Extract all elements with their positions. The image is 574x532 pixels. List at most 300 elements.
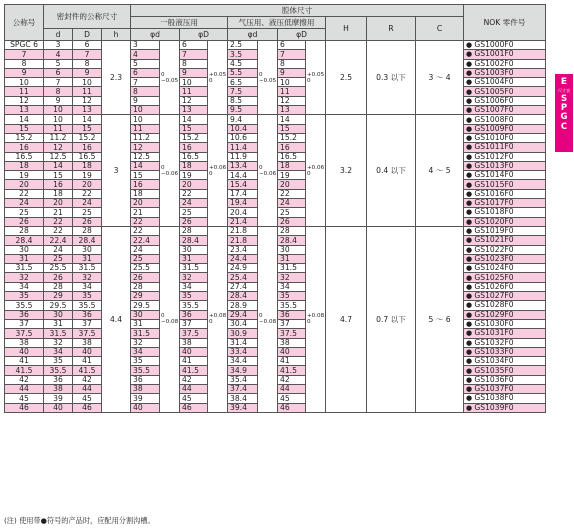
groove-general-d-cell: 11.2 <box>131 133 160 142</box>
groove-C-cell: 5 ～ 6 <box>416 226 464 412</box>
nok-part-cell <box>464 310 546 319</box>
table-row <box>5 41 546 50</box>
seal-h-cell: 3 <box>102 115 131 227</box>
col-R: R <box>367 17 416 41</box>
seal-D-cell: 37 <box>73 319 102 328</box>
groove-pneumatic-D-cell: 28.4 <box>278 236 306 245</box>
bullet-icon: ● <box>466 189 475 198</box>
seal-D-cell: 37.5 <box>73 329 102 338</box>
groove-pneumatic-D-cell: 20 <box>278 180 306 189</box>
seal-d-cell: 31 <box>44 319 73 328</box>
nok-part-cell <box>464 236 546 245</box>
groove-general-d-cell: 11 <box>131 124 160 133</box>
seal-d-cell: 20 <box>44 199 73 208</box>
col-part-no: 公称号 <box>5 5 44 41</box>
groove-pneumatic-D-cell: 31 <box>278 254 306 263</box>
bullet-icon: ● <box>466 320 475 329</box>
groove-pneumatic-D-cell: 8 <box>278 59 306 68</box>
col-d: d <box>44 29 73 41</box>
nok-part-number: GS1006F0 <box>474 96 514 105</box>
groove-general-D-cell: 37 <box>180 319 208 328</box>
bullet-icon: ● <box>466 301 475 310</box>
part-no-cell: 25 <box>5 208 44 217</box>
groove-pneumatic-D-cell: 36 <box>278 310 306 319</box>
part-no-cell: 46 <box>5 403 44 412</box>
groove-pneumatic-D-cell: 6 <box>278 41 306 50</box>
bullet-icon: ● <box>466 217 475 226</box>
groove-general-d-cell: 30 <box>131 310 160 319</box>
groove-general-D-cell: 16 <box>180 143 208 152</box>
groove-general-D-cell: 20 <box>180 180 208 189</box>
bullet-icon: ● <box>466 96 475 105</box>
bullet-icon: ● <box>466 134 475 143</box>
part-no-cell: 19 <box>5 171 44 180</box>
nok-part-cell <box>464 264 546 273</box>
seal-D-cell: 12 <box>73 96 102 105</box>
seal-D-cell: 7 <box>73 50 102 59</box>
seal-d-cell: 5 <box>44 59 73 68</box>
part-no-cell: 35.5 <box>5 301 44 310</box>
part-no-cell: 42 <box>5 375 44 384</box>
seal-D-cell: 26 <box>73 217 102 226</box>
seal-d-cell: 34 <box>44 347 73 356</box>
bullet-icon: ● <box>466 69 475 78</box>
part-no-cell: 15.2 <box>5 133 44 142</box>
nok-part-cell <box>464 161 546 170</box>
seal-D-cell: 31.5 <box>73 264 102 273</box>
nok-part-cell <box>464 366 546 375</box>
groove-pneumatic-D-cell: 44 <box>278 384 306 393</box>
groove-pneumatic-d-cell: 7.5 <box>228 87 258 96</box>
part-no-cell: 37.5 <box>5 329 44 338</box>
groove-pneumatic-d-cell: 3.5 <box>228 50 258 59</box>
nok-part-cell <box>464 226 546 235</box>
groove-general-d-cell: 32 <box>131 338 160 347</box>
groove-pneumatic-D-cell: 13 <box>278 106 306 115</box>
seal-d-cell: 35.5 <box>44 366 73 375</box>
seal-D-cell: 31 <box>73 254 102 263</box>
seal-d-cell: 11.2 <box>44 133 73 142</box>
seal-D-cell: 10 <box>73 78 102 87</box>
side-tab-code: S P G C <box>560 94 568 132</box>
groove-general-d-cell: 5 <box>131 59 160 68</box>
groove-pneumatic-D-cell: 10 <box>278 78 306 87</box>
nok-part-cell <box>464 384 546 393</box>
nok-part-number: GS1025F0 <box>474 272 514 282</box>
nok-part-cell <box>464 78 546 87</box>
nok-part-number: GS1009F0 <box>474 124 514 133</box>
groove-pneumatic-D-cell: 37.5 <box>278 329 306 338</box>
nok-part-cell <box>464 180 546 189</box>
groove-general-D-cell: 6 <box>180 41 208 50</box>
side-tab-sub: 尺寸表 <box>558 88 570 93</box>
bullet-icon: ● <box>466 78 475 87</box>
groove-general-D-cell: 37.5 <box>180 329 208 338</box>
groove-general-D-cell: 31.5 <box>180 264 208 273</box>
seal-D-cell: 28 <box>73 226 102 235</box>
groove-general-d-cell: 26 <box>131 273 160 282</box>
groove-H-cell: 2.5 <box>326 41 367 115</box>
seal-d-cell: 4 <box>44 50 73 59</box>
groove-pneumatic-D-cell: 12 <box>278 96 306 105</box>
nok-part-cell <box>464 87 546 96</box>
seal-D-cell: 30 <box>73 245 102 254</box>
seal-d-cell: 22.4 <box>44 236 73 245</box>
groove-pneumatic-D-cell: 28 <box>278 226 306 235</box>
nok-part-number: GS1010F0 <box>474 133 514 143</box>
side-tab <box>555 74 573 152</box>
groove-general-D-cell: 9 <box>180 68 208 77</box>
seal-d-cell: 40 <box>44 403 73 412</box>
nok-part-number: GS1018F0 <box>474 207 514 217</box>
groove-pneumatic-D-cell: 16.5 <box>278 152 306 161</box>
groove-pneumatic-d-cell: 10.4 <box>228 124 258 133</box>
groove-general-d-cell: 10 <box>131 106 160 115</box>
groove-general-D-cell: 19 <box>180 171 208 180</box>
bullet-icon: ● <box>466 171 475 180</box>
nok-part-cell <box>464 143 546 152</box>
groove-general-d-cell: 22 <box>131 226 160 235</box>
groove-general-D-cell: 13 <box>180 106 208 115</box>
groove-pneumatic-d-cell: 39.4 <box>228 403 258 412</box>
bullet-icon: ● <box>466 338 475 347</box>
groove-pneumatic-D-cell: 19 <box>278 171 306 180</box>
tol-general-d: 0 −0.06 <box>160 115 180 227</box>
nok-part-cell <box>464 254 546 263</box>
groove-general-d-cell: 25.5 <box>131 264 160 273</box>
col-C: C <box>416 17 464 41</box>
col-pneumatic-phid: φd <box>228 29 278 41</box>
seal-D-cell: 42 <box>73 375 102 384</box>
groove-general-d-cell: 15 <box>131 171 160 180</box>
groove-pneumatic-D-cell: 30 <box>278 245 306 254</box>
seal-D-cell: 38 <box>73 338 102 347</box>
tol-pneumatic-D: +0.08 0 <box>306 226 326 412</box>
groove-pneumatic-d-cell: 23.4 <box>228 245 258 254</box>
part-no-cell: 7 <box>5 50 44 59</box>
groove-general-D-cell: 10 <box>180 78 208 87</box>
groove-general-d-cell: 24 <box>131 245 160 254</box>
tol-general-D: +0.06 0 <box>208 115 228 227</box>
bullet-icon: ● <box>466 59 475 68</box>
seal-D-cell: 22 <box>73 189 102 198</box>
groove-pneumatic-d-cell: 2.5 <box>228 41 258 50</box>
groove-general-D-cell: 28 <box>180 226 208 235</box>
seal-d-cell: 16 <box>44 180 73 189</box>
groove-pneumatic-d-cell: 21.4 <box>228 217 258 226</box>
seal-D-cell: 35 <box>73 292 102 301</box>
nok-part-number: GS1013F0 <box>474 161 514 170</box>
seal-d-cell: 25 <box>44 254 73 263</box>
nok-part-number: GS1019F0 <box>474 226 514 236</box>
col-D: D <box>73 29 102 41</box>
groove-pneumatic-d-cell: 20.4 <box>228 208 258 217</box>
groove-pneumatic-D-cell: 42 <box>278 375 306 384</box>
groove-general-D-cell: 18 <box>180 161 208 170</box>
nok-part-cell <box>464 133 546 142</box>
groove-pneumatic-d-cell: 25.4 <box>228 273 258 282</box>
seal-d-cell: 29.5 <box>44 301 73 310</box>
groove-general-D-cell: 25 <box>180 208 208 217</box>
tol-general-D: +0.08 0 <box>208 226 228 412</box>
tol-pneumatic-d: 0 −0.08 <box>258 226 278 412</box>
groove-pneumatic-d-cell: 5.5 <box>228 68 258 77</box>
groove-general-D-cell: 41 <box>180 357 208 366</box>
tol-general-d: 0 −0.05 <box>160 41 180 115</box>
bullet-icon: ● <box>466 208 475 217</box>
groove-pneumatic-D-cell: 16 <box>278 143 306 152</box>
nok-part-cell <box>464 189 546 198</box>
seal-D-cell: 44 <box>73 384 102 393</box>
nok-part-cell <box>464 208 546 217</box>
seal-d-cell: 8 <box>44 87 73 96</box>
groove-pneumatic-d-cell: 33.4 <box>228 347 258 356</box>
groove-general-d-cell: 16 <box>131 180 160 189</box>
tol-pneumatic-D: +0.05 0 <box>306 41 326 115</box>
spgc-dimension-table <box>4 4 546 413</box>
bullet-icon: ● <box>466 394 475 403</box>
part-no-cell: 18 <box>5 161 44 170</box>
seal-D-cell: 16.5 <box>73 152 102 161</box>
groove-pneumatic-d-cell: 8.5 <box>228 96 258 105</box>
seal-d-cell: 9 <box>44 96 73 105</box>
col-H: H <box>326 17 367 41</box>
nok-part-cell <box>464 152 546 161</box>
bullet-icon: ● <box>466 245 475 254</box>
groove-pneumatic-D-cell: 32 <box>278 273 306 282</box>
groove-general-d-cell: 12 <box>131 143 160 152</box>
groove-general-d-cell: 34 <box>131 347 160 356</box>
part-no-cell: 16.5 <box>5 152 44 161</box>
col-seal-nominal: 密封件的公称尺寸 <box>44 5 131 29</box>
nok-part-cell <box>464 68 546 77</box>
nok-part-cell <box>464 50 546 59</box>
groove-general-D-cell: 24 <box>180 199 208 208</box>
bullet-icon: ● <box>466 366 475 375</box>
nok-part-cell <box>464 301 546 310</box>
groove-pneumatic-d-cell: 37.4 <box>228 384 258 393</box>
groove-general-d-cell: 18 <box>131 189 160 198</box>
nok-part-number: GS1029F0 <box>474 310 514 319</box>
groove-general-d-cell: 3 <box>131 41 160 50</box>
groove-general-D-cell: 11 <box>180 87 208 96</box>
part-no-cell: 13 <box>5 106 44 115</box>
nok-part-number: GS1036F0 <box>474 375 514 384</box>
bullet-icon: ● <box>466 273 475 282</box>
part-no-cell: 41.5 <box>5 366 44 375</box>
seal-h-cell: 4.4 <box>102 226 131 412</box>
nok-part-number: GS1011F0 <box>474 142 514 152</box>
groove-pneumatic-D-cell: 26 <box>278 217 306 226</box>
nok-part-number: GS1030F0 <box>474 319 514 329</box>
part-no-cell: 28 <box>5 226 44 235</box>
groove-general-D-cell: 46 <box>180 403 208 412</box>
groove-general-d-cell: 7 <box>131 78 160 87</box>
nok-part-cell <box>464 357 546 366</box>
seal-h-cell: 2.3 <box>102 41 131 115</box>
bullet-icon: ● <box>466 115 475 124</box>
groove-pneumatic-D-cell: 11 <box>278 87 306 96</box>
seal-d-cell: 35 <box>44 357 73 366</box>
groove-pneumatic-d-cell: 14.4 <box>228 171 258 180</box>
groove-pneumatic-d-cell: 24.9 <box>228 264 258 273</box>
nok-part-number: GS1033F0 <box>474 347 514 356</box>
groove-general-d-cell: 35.5 <box>131 366 160 375</box>
part-no-cell: 28.4 <box>5 236 44 245</box>
nok-part-number: GS1021F0 <box>474 235 514 245</box>
groove-pneumatic-d-cell: 27.4 <box>228 282 258 291</box>
header-row-1 <box>5 5 546 17</box>
seal-d-cell: 25.5 <box>44 264 73 273</box>
col-general-phid: φd <box>131 29 180 41</box>
nok-part-number: GS1015F0 <box>474 179 514 189</box>
groove-pneumatic-d-cell: 34.9 <box>228 366 258 375</box>
groove-R-cell: 0.4 以下 <box>367 115 416 227</box>
seal-d-cell: 6 <box>44 68 73 77</box>
nok-part-cell <box>464 124 546 133</box>
nok-part-number: GS1003F0 <box>474 68 514 78</box>
groove-pneumatic-D-cell: 15.2 <box>278 133 306 142</box>
groove-general-D-cell: 15 <box>180 124 208 133</box>
seal-d-cell: 12.5 <box>44 152 73 161</box>
groove-general-D-cell: 36 <box>180 310 208 319</box>
bullet-icon: ● <box>466 385 475 394</box>
groove-pneumatic-D-cell: 34 <box>278 282 306 291</box>
seal-D-cell: 13 <box>73 106 102 115</box>
groove-general-d-cell: 9 <box>131 96 160 105</box>
seal-D-cell: 9 <box>73 68 102 77</box>
part-no-cell: 26 <box>5 217 44 226</box>
groove-general-d-cell: 10 <box>131 115 160 124</box>
seal-d-cell: 18 <box>44 189 73 198</box>
groove-pneumatic-D-cell: 15 <box>278 124 306 133</box>
bullet-icon: ● <box>466 87 475 96</box>
nok-part-number: GS1004F0 <box>474 77 514 87</box>
groove-pneumatic-d-cell: 4.5 <box>228 59 258 68</box>
bullet-icon: ● <box>466 329 475 338</box>
table-row <box>5 115 546 124</box>
part-no-cell: 37 <box>5 319 44 328</box>
groove-pneumatic-D-cell: 38 <box>278 338 306 347</box>
nok-part-number: GS1022F0 <box>474 245 514 254</box>
groove-pneumatic-d-cell: 30.9 <box>228 329 258 338</box>
groove-pneumatic-d-cell: 38.4 <box>228 394 258 403</box>
groove-pneumatic-d-cell: 35.4 <box>228 375 258 384</box>
nok-part-number: GS1000F0 <box>474 40 514 50</box>
nok-part-cell <box>464 115 546 124</box>
part-no-cell: 16 <box>5 143 44 152</box>
seal-D-cell: 35.5 <box>73 301 102 310</box>
groove-pneumatic-d-cell: 13.4 <box>228 161 258 170</box>
groove-pneumatic-d-cell: 24.4 <box>228 254 258 263</box>
groove-pneumatic-d-cell: 19.4 <box>228 199 258 208</box>
groove-general-d-cell: 22.4 <box>131 236 160 245</box>
groove-R-cell: 0.3 以下 <box>367 41 416 115</box>
groove-general-D-cell: 31 <box>180 254 208 263</box>
side-tab-letter: E <box>560 77 568 87</box>
seal-d-cell: 10 <box>44 106 73 115</box>
groove-pneumatic-D-cell: 35.5 <box>278 301 306 310</box>
bullet-icon: ● <box>466 282 475 291</box>
tol-pneumatic-d: 0 −0.05 <box>258 41 278 115</box>
seal-D-cell: 14 <box>73 115 102 124</box>
bullet-icon: ● <box>466 50 475 59</box>
nok-part-cell <box>464 394 546 403</box>
groove-pneumatic-d-cell: 6.5 <box>228 78 258 87</box>
nok-part-number: GS1017F0 <box>474 198 514 208</box>
groove-pneumatic-d-cell: 21.8 <box>228 236 258 245</box>
nok-part-number: GS1008F0 <box>474 114 514 124</box>
part-no-cell: 38 <box>5 338 44 347</box>
seal-D-cell: 32 <box>73 273 102 282</box>
groove-pneumatic-D-cell: 31.5 <box>278 264 306 273</box>
seal-D-cell: 19 <box>73 171 102 180</box>
groove-pneumatic-D-cell: 37 <box>278 319 306 328</box>
seal-d-cell: 3 <box>44 41 73 50</box>
groove-general-D-cell: 15.2 <box>180 133 208 142</box>
groove-general-D-cell: 30 <box>180 245 208 254</box>
groove-pneumatic-D-cell: 25 <box>278 208 306 217</box>
part-no-cell: 24 <box>5 199 44 208</box>
groove-general-d-cell: 6 <box>131 68 160 77</box>
groove-general-D-cell: 34 <box>180 282 208 291</box>
part-no-cell: 35 <box>5 292 44 301</box>
tol-general-D: +0.05 0 <box>208 41 228 115</box>
part-no-cell: 22 <box>5 189 44 198</box>
part-no-cell: 36 <box>5 310 44 319</box>
groove-general-d-cell: 28 <box>131 282 160 291</box>
groove-general-D-cell: 42 <box>180 375 208 384</box>
nok-part-number: GS1001F0 <box>474 49 514 59</box>
seal-d-cell: 24 <box>44 245 73 254</box>
groove-pneumatic-D-cell: 45 <box>278 394 306 403</box>
bullet-icon: ● <box>466 143 475 152</box>
seal-d-cell: 15 <box>44 171 73 180</box>
seal-d-cell: 21 <box>44 208 73 217</box>
seal-d-cell: 28 <box>44 282 73 291</box>
part-no-cell: 12 <box>5 96 44 105</box>
bullet-icon: ● <box>466 264 475 273</box>
groove-general-d-cell: 8 <box>131 87 160 96</box>
bullet-icon: ● <box>466 310 475 319</box>
seal-D-cell: 25 <box>73 208 102 217</box>
bullet-icon: ● <box>466 254 475 263</box>
seal-d-cell: 38 <box>44 384 73 393</box>
seal-d-cell: 7 <box>44 78 73 87</box>
part-no-cell: 40 <box>5 347 44 356</box>
groove-R-cell: 0.7 以下 <box>367 226 416 412</box>
part-no-cell: 9 <box>5 68 44 77</box>
seal-d-cell: 39 <box>44 394 73 403</box>
seal-D-cell: 18 <box>73 161 102 170</box>
col-general: 一般液压用 <box>131 17 228 29</box>
groove-pneumatic-d-cell: 17.4 <box>228 189 258 198</box>
part-no-cell: 20 <box>5 180 44 189</box>
table-row <box>5 226 546 235</box>
groove-general-D-cell: 22 <box>180 189 208 198</box>
nok-part-number: GS1037F0 <box>474 384 514 394</box>
groove-general-d-cell: 22 <box>131 217 160 226</box>
seal-d-cell: 14 <box>44 161 73 170</box>
nok-part-cell <box>464 59 546 68</box>
groove-general-D-cell: 16.5 <box>180 152 208 161</box>
groove-general-D-cell: 38 <box>180 338 208 347</box>
seal-d-cell: 10 <box>44 115 73 124</box>
groove-general-d-cell: 31 <box>131 319 160 328</box>
nok-part-number: GS1026F0 <box>474 282 514 291</box>
bullet-icon: ● <box>466 236 475 245</box>
part-no-cell: 34 <box>5 282 44 291</box>
